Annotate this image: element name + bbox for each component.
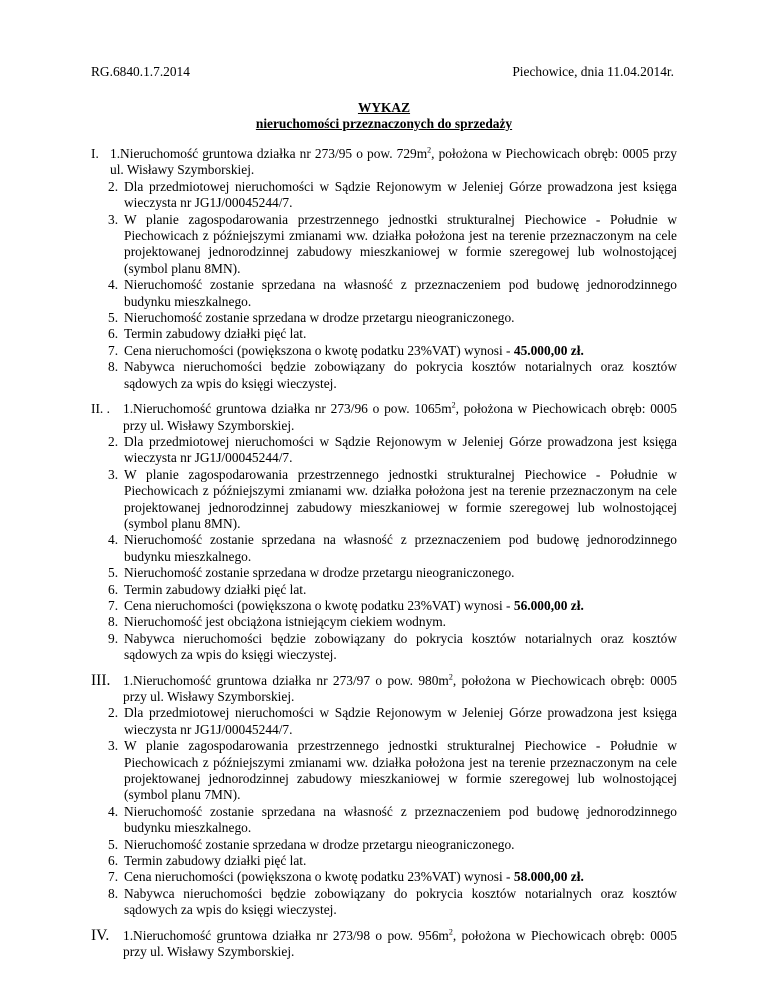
list-item — [91, 326, 677, 342]
item-text: Termin zabudowy działki pięć lat. — [124, 853, 307, 869]
list-item — [91, 853, 677, 869]
item-number: 6. — [108, 326, 119, 342]
price-value: 58.000,00 zł. — [513, 869, 584, 885]
list-item — [91, 582, 677, 598]
item-number: 1. — [110, 146, 121, 161]
item-number: 6. — [108, 853, 119, 869]
item-text: Nieruchomość jest obciążona istniejącym ciekiem wodnym. — [124, 614, 447, 630]
item-text: Nabywca nieruchomości będzie zobowiązany do pokrycia kosztów notarialnych oraz kosztów sądowych za wpis do księgi wieczystej. — [124, 885, 677, 918]
item-text: Nieruchomość gruntowa działka nr 273/95 o pow. 729m — [120, 146, 428, 161]
list-item — [91, 359, 677, 392]
item-number: 1. — [123, 927, 134, 943]
item-number: 8. — [108, 885, 119, 901]
item-text: , położona w Piechowicach obręb: 0005 przy ul. Wisławy Szymborskiej. — [123, 672, 677, 704]
list-item — [91, 401, 677, 434]
list-item — [91, 738, 677, 804]
list-item — [91, 467, 677, 533]
item-number: 9. — [108, 630, 119, 646]
item-text: Termin zabudowy działki pięć lat. — [124, 326, 307, 342]
list-item — [91, 631, 677, 664]
property-section — [91, 928, 677, 961]
item-number: 5. — [108, 565, 119, 581]
document-subtitle: nieruchomości przeznaczonych do sprzedaży — [255, 116, 513, 131]
item-number: 7. — [108, 342, 119, 358]
item-number: 2. — [108, 705, 119, 721]
item-text: Nieruchomość zostanie sprzedana na własność z przeznaczeniem pod budowę jednorodzinnego budynku mieszkalnego. — [124, 803, 677, 836]
item-text: Nieruchomość zostanie sprzedana w drodze przetargu nieograniczonego. — [124, 836, 515, 852]
section-number: I. — [91, 146, 99, 161]
list-item — [91, 277, 677, 310]
item-number: 3. — [108, 211, 119, 227]
item-number: 4. — [108, 277, 119, 293]
item-text: Nieruchomość zostanie sprzedana w drodze przetargu nieograniczonego. — [124, 565, 515, 581]
item-text: W planie zagospodarowania przestrzennego jednostki strukturalnej Piechowice - Południe w Piechowicach z późniejszymi zmianami ww. działka położona jest na terenie przeznaczonym na cele projektowanej jednorodzinnej zabudowy mieszkaniowej w formie szeregowej lub wolnostojącej (symbol planu 7MN). — [124, 738, 677, 803]
item-text: Cena nieruchomości (powiększona o kwotę podatku 23%VAT) wynosi - — [124, 869, 514, 885]
item-number: 6. — [108, 581, 119, 597]
price-value: 45.000,00 zł. — [513, 342, 584, 358]
item-text: , położona w Piechowicach obręb: 0005 przy ul. Wisławy Szymborskiej. — [123, 401, 677, 433]
item-number: 2. — [108, 178, 119, 194]
area-unit-superscript: 2 — [448, 672, 453, 682]
item-text: Termin zabudowy działki pięć lat. — [124, 581, 307, 597]
list-item — [91, 179, 677, 212]
list-item — [91, 532, 677, 565]
item-number: 8. — [108, 359, 119, 375]
item-text: Nieruchomość gruntowa działka nr 273/96 o pow. 1065m — [133, 401, 452, 417]
item-number: 7. — [108, 869, 119, 885]
area-unit-superscript: 2 — [451, 400, 456, 410]
list-item — [91, 565, 677, 581]
property-section — [91, 673, 677, 919]
item-number: 4. — [108, 803, 119, 819]
list-item — [91, 673, 677, 706]
list-item — [91, 837, 677, 853]
item-number: 5. — [108, 836, 119, 852]
item-text: Nieruchomość zostanie sprzedana w drodze przetargu nieograniczonego. — [124, 310, 515, 326]
list-item — [91, 869, 677, 885]
item-number: 2. — [108, 433, 119, 449]
item-number: 8. — [108, 614, 119, 630]
item-text: Nieruchomość zostanie sprzedana na własność z przeznaczeniem pod budowę jednorodzinnego budynku mieszkalnego. — [124, 532, 677, 564]
item-number: 1. — [123, 672, 134, 688]
item-text: , położona w Piechowicach obręb: 0005 przy ul. Wisławy Szymborskiej. — [123, 927, 677, 960]
reference-number: RG.6840.1.7.2014 — [91, 64, 190, 79]
item-text: Cena nieruchomości (powiększona o kwotę podatku 23%VAT) wynosi - — [124, 342, 514, 358]
item-text: , położona w Piechowicach obręb: 0005 przy ul. Wisławy Szymborskiej. — [110, 146, 677, 178]
list-item — [91, 212, 677, 278]
item-text: Cena nieruchomości (powiększona o kwotę podatku 23%VAT) wynosi - — [124, 597, 514, 613]
item-text: Dla przedmiotowej nieruchomości w Sądzie Rejonowym w Jeleniej Górze prowadzona jest księga wieczysta nr JG1J/00045244/7. — [124, 705, 677, 737]
list-item — [91, 614, 677, 630]
section-number: III. — [91, 671, 111, 689]
area-unit-superscript: 2 — [427, 145, 432, 155]
list-item — [91, 886, 677, 919]
price-value: 56.000,00 zł. — [513, 597, 584, 613]
item-text: W planie zagospodarowania przestrzennego jednostki strukturalnej Piechowice - Południe w Piechowicach z późniejszymi zmianami ww. działka położona jest na terenie przeznaczonym na cele projektowanej jednorodzinnej zabudowy mieszkaniowej w formie szeregowej lub wolnostojącej (symbol planu 8MN). — [124, 466, 677, 531]
item-number: 7. — [108, 597, 119, 613]
document-title: WYKAZ — [357, 100, 411, 115]
list-item — [91, 343, 677, 359]
item-text: Dla przedmiotowej nieruchomości w Sądzie Rejonowym w Jeleniej Górze prowadzona jest księga wieczysta nr JG1J/00045244/7. — [124, 433, 677, 466]
property-section — [91, 146, 677, 392]
list-item — [91, 804, 677, 837]
item-number: 3. — [108, 738, 119, 754]
item-number: 1. — [123, 401, 134, 417]
property-sections — [91, 146, 677, 970]
list-item — [91, 310, 677, 326]
item-text: Nieruchomość zostanie sprzedana na własność z przeznaczeniem pod budowę jednorodzinnego budynku mieszkalnego. — [124, 277, 677, 309]
item-text: W planie zagospodarowania przestrzennego jednostki strukturalnej Piechowice - Południe w Piechowicach z późniejszymi zmianami ww. działka położona jest na terenie przeznaczonym na cele projektowanej jednorodzinnej zabudowy mieszkaniowej w formie szeregowej lub wolnostojącej (symbol planu 8MN). — [124, 211, 677, 276]
section-number: II. . — [91, 401, 110, 417]
item-text: Nabywca nieruchomości będzie zobowiązany do pokrycia kosztów notarialnych oraz kosztów sądowych za wpis do księgi wieczystej. — [124, 630, 677, 663]
property-section — [91, 401, 677, 664]
item-text: Nieruchomość gruntowa działka nr 273/98 o pow. 956m — [133, 927, 449, 943]
list-item — [91, 146, 677, 179]
item-number: 5. — [108, 310, 119, 326]
item-number: 4. — [108, 532, 119, 548]
item-text: Nabywca nieruchomości będzie zobowiązany do pokrycia kosztów notarialnych oraz kosztów sądowych za wpis do księgi wieczystej. — [124, 359, 677, 391]
list-item — [91, 705, 677, 738]
item-number: 3. — [108, 466, 119, 482]
item-text: Dla przedmiotowej nieruchomości w Sądzie Rejonowym w Jeleniej Górze prowadzona jest księga wieczysta nr JG1J/00045244/7. — [124, 178, 677, 211]
list-item — [91, 598, 677, 614]
list-item — [91, 434, 677, 467]
area-unit-superscript: 2 — [448, 927, 453, 937]
list-item — [91, 928, 677, 961]
item-text: Nieruchomość gruntowa działka nr 273/97 o pow. 980m — [133, 672, 449, 688]
place-date: Piechowice, dnia 11.04.2014r. — [512, 64, 674, 79]
section-number: IV. — [91, 926, 110, 944]
